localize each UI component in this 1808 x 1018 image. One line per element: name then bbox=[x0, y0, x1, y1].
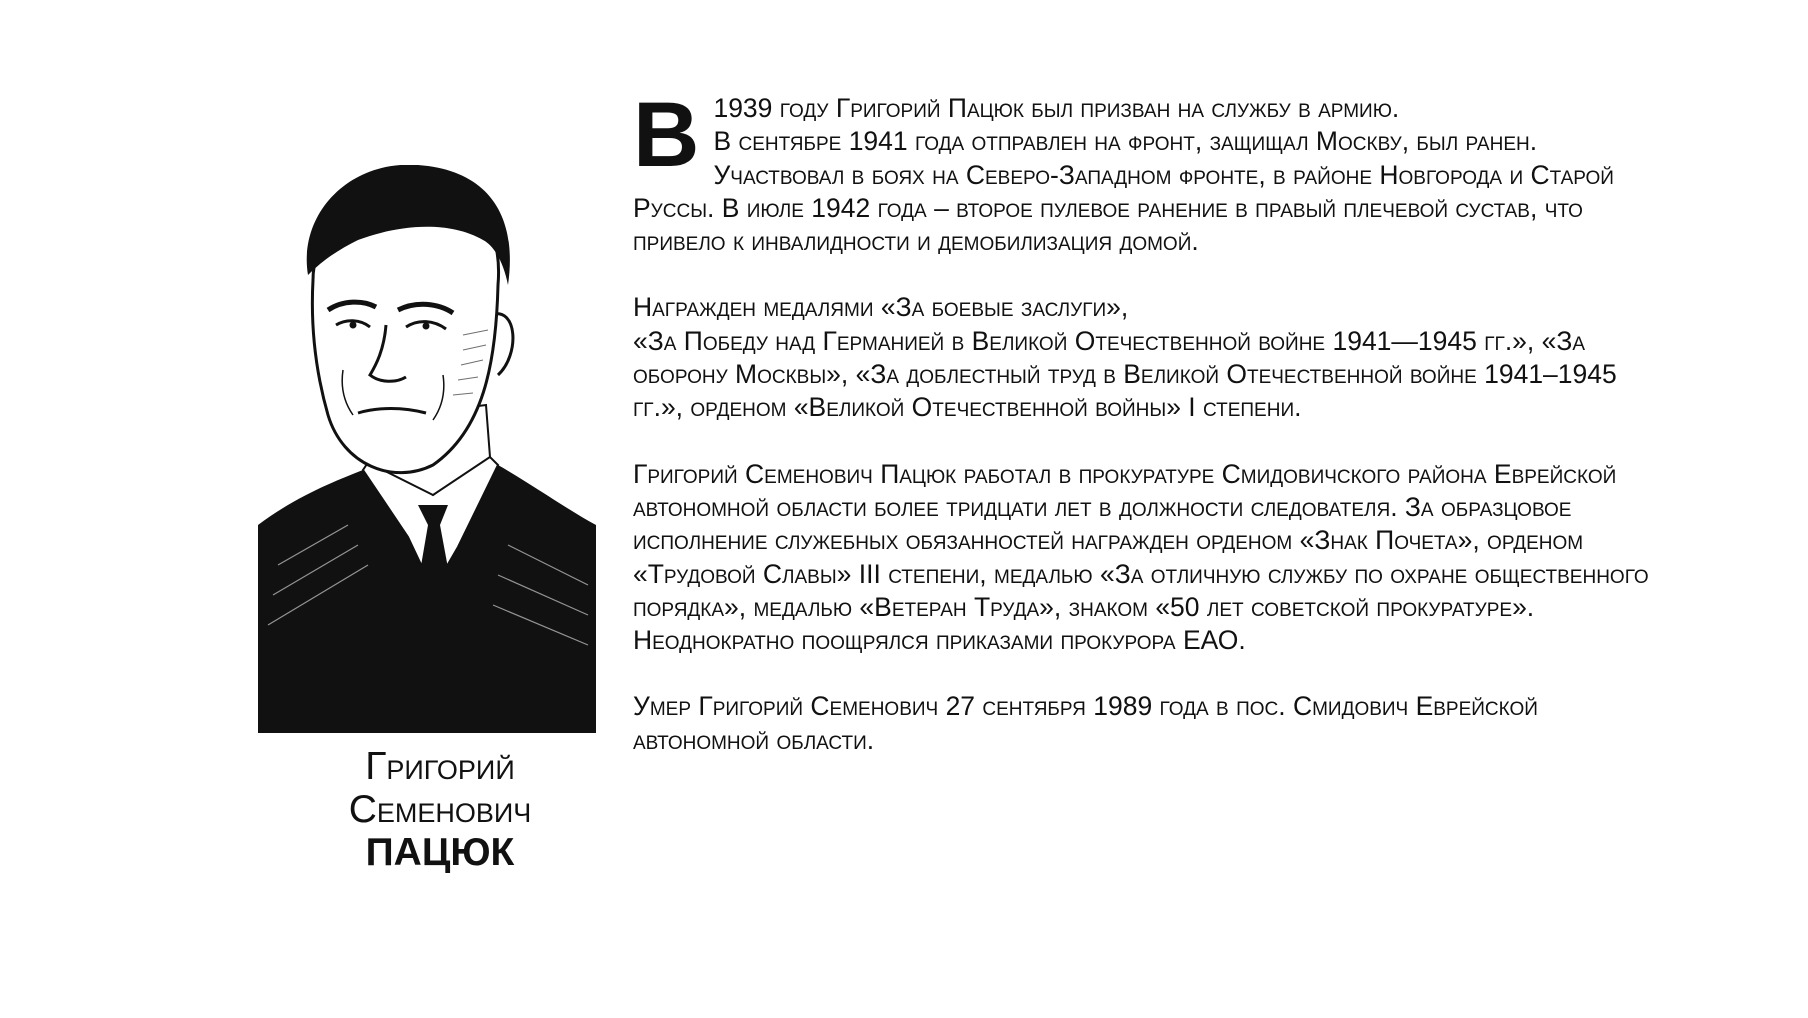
biography-paragraph-4: Умер Григорий Семенович 27 сентября 1989 года в пос. Смидович Еврейской автономной области. bbox=[633, 691, 1538, 755]
drop-cap: В bbox=[633, 84, 700, 186]
person-surname: ПАЦЮК bbox=[365, 831, 515, 874]
biography-text bbox=[633, 84, 1673, 757]
biography-paragraph-2: Награжден медалями «За боевые заслуги», «За Победу над Германией в Великой Отечественной войне 1941—1945 гг.», «За оборону Москвы», «За доблестный труд в Великой Отечественной войне 1941–1945 гг.», орденом «Великой Отечественной войны» I степени. bbox=[633, 292, 1617, 423]
person-first-name: Григорий bbox=[365, 745, 515, 788]
biography-paragraph-1 bbox=[633, 84, 1673, 258]
paragraph-1-text: 1939 году Григорий Пацюк был призван на службу в армию. В сентябре 1941 года отправлен на фронт, защищал Москву, был ранен. Участвовал в боях на Северо-Западном фронте, в районе Новгорода и Старой Руссы. В июле 1942 года – второе пулевое ранение в правый плечевой сустав, что привело к инвалидности и демобилизация домой. bbox=[633, 93, 1614, 257]
person-patronymic: Семенович bbox=[348, 788, 532, 831]
portrait-illustration bbox=[258, 165, 598, 733]
biography-paragraph-3: Григорий Семенович Пацюк работал в прокуратуре Смидовичского района Еврейской автономной области более тридцати лет в должности следователя. За образцовое исполнение служебных обязанностей награжден орденом «Знак Почета», орденом «Трудовой Славы» III степени, медалью «За отличную службу по охране общественного порядка», медалью «Ветеран Труда», знаком «50 лет советской прокуратуре». Неоднократно поощрялся приказами прокурора ЕАО. bbox=[633, 458, 1649, 656]
person-name bbox=[290, 745, 590, 874]
